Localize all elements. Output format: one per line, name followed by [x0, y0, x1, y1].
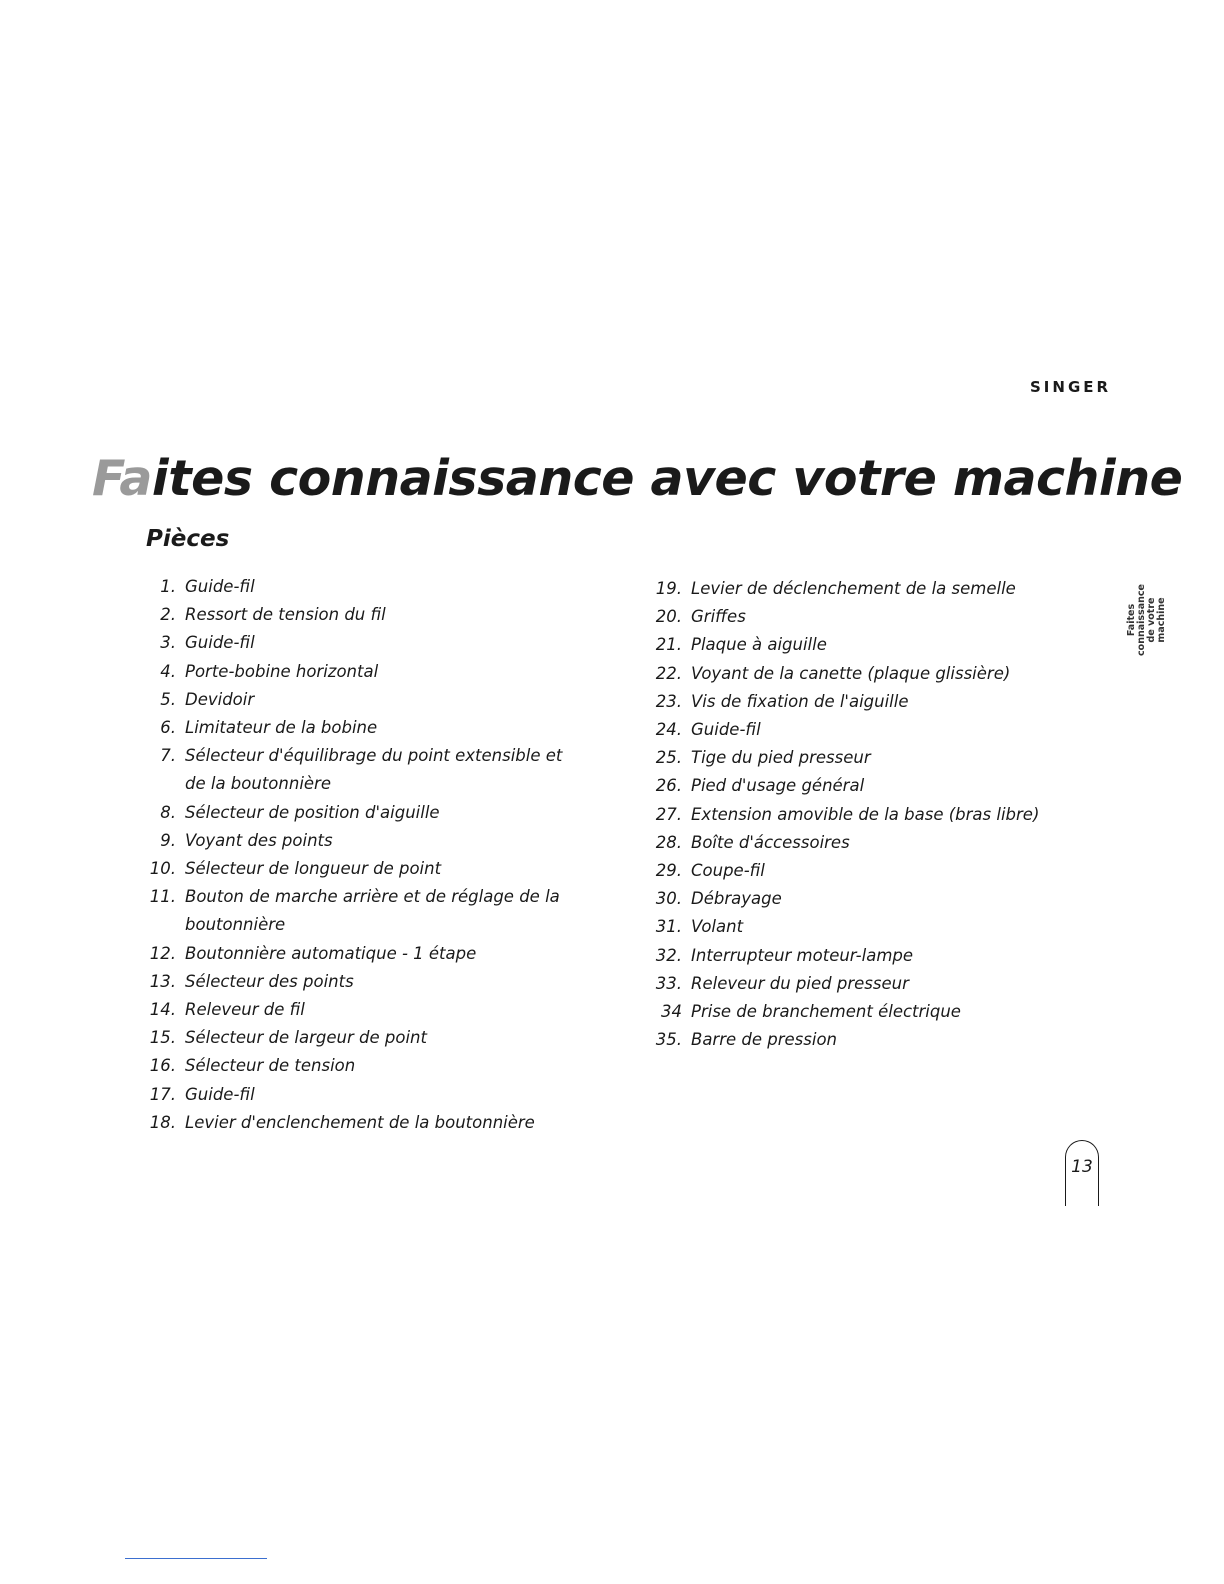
part-list-item — [130, 968, 570, 996]
part-number: 28. — [655, 832, 682, 852]
part-name: Sélecteur d'équilibrage du point extensible et — [185, 746, 563, 766]
page-title — [92, 450, 1182, 507]
part-number: 33. — [655, 973, 682, 993]
part-number: 29. — [655, 861, 682, 881]
brand-logo: SINGER — [1030, 378, 1112, 396]
part-list-item — [130, 799, 570, 827]
part-number: 9. — [160, 830, 176, 850]
part-number: 27. — [655, 804, 682, 824]
part-number: 17. — [149, 1084, 176, 1104]
part-number: 1. — [160, 577, 176, 596]
part-list-item — [130, 883, 570, 911]
page-number: 13 — [1071, 1157, 1093, 1177]
part-list-item — [644, 829, 1064, 857]
part-name: Porte-bobine horizontal — [185, 661, 379, 681]
part-list-item — [130, 940, 570, 968]
part-number: 30. — [655, 889, 682, 909]
part-list-item — [130, 742, 570, 770]
part-number: 13. — [149, 971, 176, 991]
part-number: 20. — [655, 607, 682, 627]
part-list-item — [130, 658, 570, 686]
parts-list-right — [644, 575, 1064, 1054]
part-name: Sélecteur de position d'aiguille — [185, 802, 440, 822]
part-list-item — [130, 911, 570, 939]
part-list-item — [130, 1109, 570, 1137]
part-number: 24. — [655, 720, 682, 740]
part-name: Guide-fil — [185, 633, 255, 653]
part-number: 23. — [655, 691, 682, 711]
part-name: Extension amovible de la base (bras libre) — [691, 804, 1040, 824]
part-name: Guide-fil — [185, 577, 255, 596]
part-name: Volant — [691, 917, 744, 937]
part-list-item — [130, 770, 570, 798]
part-number: 18. — [149, 1112, 176, 1132]
parts-list-left — [130, 573, 570, 1137]
part-name: Sélecteur de tension — [185, 1056, 356, 1076]
part-list-item — [644, 716, 1064, 744]
part-list-item — [644, 885, 1064, 913]
part-name: Levier de déclenchement de la semelle — [691, 579, 1016, 598]
part-list-item — [644, 603, 1064, 631]
part-number: 7. — [160, 746, 176, 766]
part-list-item — [130, 1052, 570, 1080]
part-name: Tige du pied presseur — [691, 748, 871, 768]
part-number: 32. — [655, 945, 682, 965]
part-name: Releveur de fil — [185, 1000, 305, 1020]
part-number: 6. — [160, 718, 176, 738]
part-list-item — [130, 855, 570, 883]
part-name: Boîte d'áccessoires — [691, 832, 850, 852]
part-list-item — [130, 714, 570, 742]
part-name: Interrupteur moteur-lampe — [691, 945, 914, 965]
part-number: 14. — [149, 1000, 176, 1020]
part-number: 19. — [655, 579, 682, 598]
part-name: Voyant des points — [185, 830, 333, 850]
part-name: Guide-fil — [691, 720, 761, 740]
side-tab-line: de votre — [1146, 597, 1158, 643]
part-list-item — [130, 573, 570, 601]
part-list-item — [644, 801, 1064, 829]
part-name: Sélecteur de longueur de point — [185, 859, 442, 879]
part-number: 31. — [655, 917, 682, 937]
part-number: 8. — [160, 802, 176, 822]
page-title-rest: ites connaissance avec votre machine — [151, 450, 1183, 507]
part-name: Boutonnière automatique - 1 étape — [185, 943, 477, 963]
part-number: 15. — [149, 1028, 176, 1048]
part-name: Releveur du pied presseur — [691, 973, 909, 993]
page-number-tab — [1065, 1140, 1099, 1206]
part-number: 35. — [655, 1030, 682, 1050]
part-name: Vis de fixation de l'aiguille — [691, 691, 909, 711]
part-name: de la boutonnière — [185, 774, 331, 794]
chapter-side-tab[interactable] — [1118, 580, 1176, 660]
part-name: Sélecteur de largeur de point — [185, 1028, 427, 1048]
part-name: Sélecteur des points — [185, 971, 354, 991]
part-number: 21. — [655, 635, 682, 655]
part-name: Bouton de marche arrière et de réglage de la — [185, 887, 560, 907]
page-title-lead: Fa — [92, 450, 152, 507]
part-list-item — [644, 744, 1064, 772]
part-name: Plaque à aiguille — [691, 635, 827, 655]
part-list-item — [130, 601, 570, 629]
part-name: Levier d'enclenchement de la boutonnière — [185, 1112, 535, 1132]
part-name: Griffes — [691, 607, 746, 627]
part-number: 12. — [149, 943, 176, 963]
part-number: 5. — [160, 689, 176, 709]
side-tab-line: Faites — [1126, 603, 1138, 637]
part-name: Coupe-fil — [691, 861, 765, 881]
part-list-item — [130, 827, 570, 855]
part-list-item — [644, 970, 1064, 998]
section-heading: Pièces — [146, 526, 230, 552]
part-list-item — [644, 631, 1064, 659]
part-list-item — [130, 1081, 570, 1109]
part-number: 10. — [149, 859, 176, 879]
part-name: Limitateur de la bobine — [185, 718, 378, 738]
part-name: Pied d'usage général — [691, 776, 865, 796]
part-number: 16. — [149, 1056, 176, 1076]
part-name: Ressort de tension du fil — [185, 605, 386, 625]
part-list-item — [130, 629, 570, 657]
part-number: 4. — [160, 661, 176, 681]
part-list-item — [644, 688, 1064, 716]
chapter-side-tab-label — [1127, 584, 1167, 656]
part-name: Débrayage — [691, 889, 782, 909]
part-name: Guide-fil — [185, 1084, 255, 1104]
part-number: 34 — [661, 1002, 682, 1022]
part-name: Voyant de la canette (plaque glissière) — [691, 663, 1011, 683]
part-name: Prise de branchement électrique — [691, 1002, 961, 1022]
part-list-item — [130, 996, 570, 1024]
part-name: Barre de pression — [691, 1030, 838, 1050]
part-list-item — [644, 998, 1064, 1026]
part-number — [130, 770, 177, 798]
part-number: 3. — [160, 633, 176, 653]
side-tab-line: connaissance — [1136, 584, 1148, 656]
part-list-item — [644, 1026, 1064, 1054]
part-name: boutonnière — [185, 915, 286, 935]
part-number: 11. — [149, 887, 176, 907]
part-number: 22. — [655, 663, 682, 683]
part-list-item — [644, 575, 1064, 603]
part-list-item — [644, 660, 1064, 688]
part-list-item — [644, 772, 1064, 800]
footer-divider — [125, 1558, 267, 1559]
part-list-item — [130, 1024, 570, 1052]
part-number: 25. — [655, 748, 682, 768]
part-number: 2. — [160, 605, 176, 625]
part-list-item — [644, 857, 1064, 885]
part-number — [130, 911, 177, 939]
part-list-item — [130, 686, 570, 714]
part-list-item — [644, 913, 1064, 941]
part-name: Devidoir — [185, 689, 255, 709]
part-list-item — [644, 942, 1064, 970]
part-number: 26. — [655, 776, 682, 796]
side-tab-line: machine — [1156, 597, 1168, 643]
